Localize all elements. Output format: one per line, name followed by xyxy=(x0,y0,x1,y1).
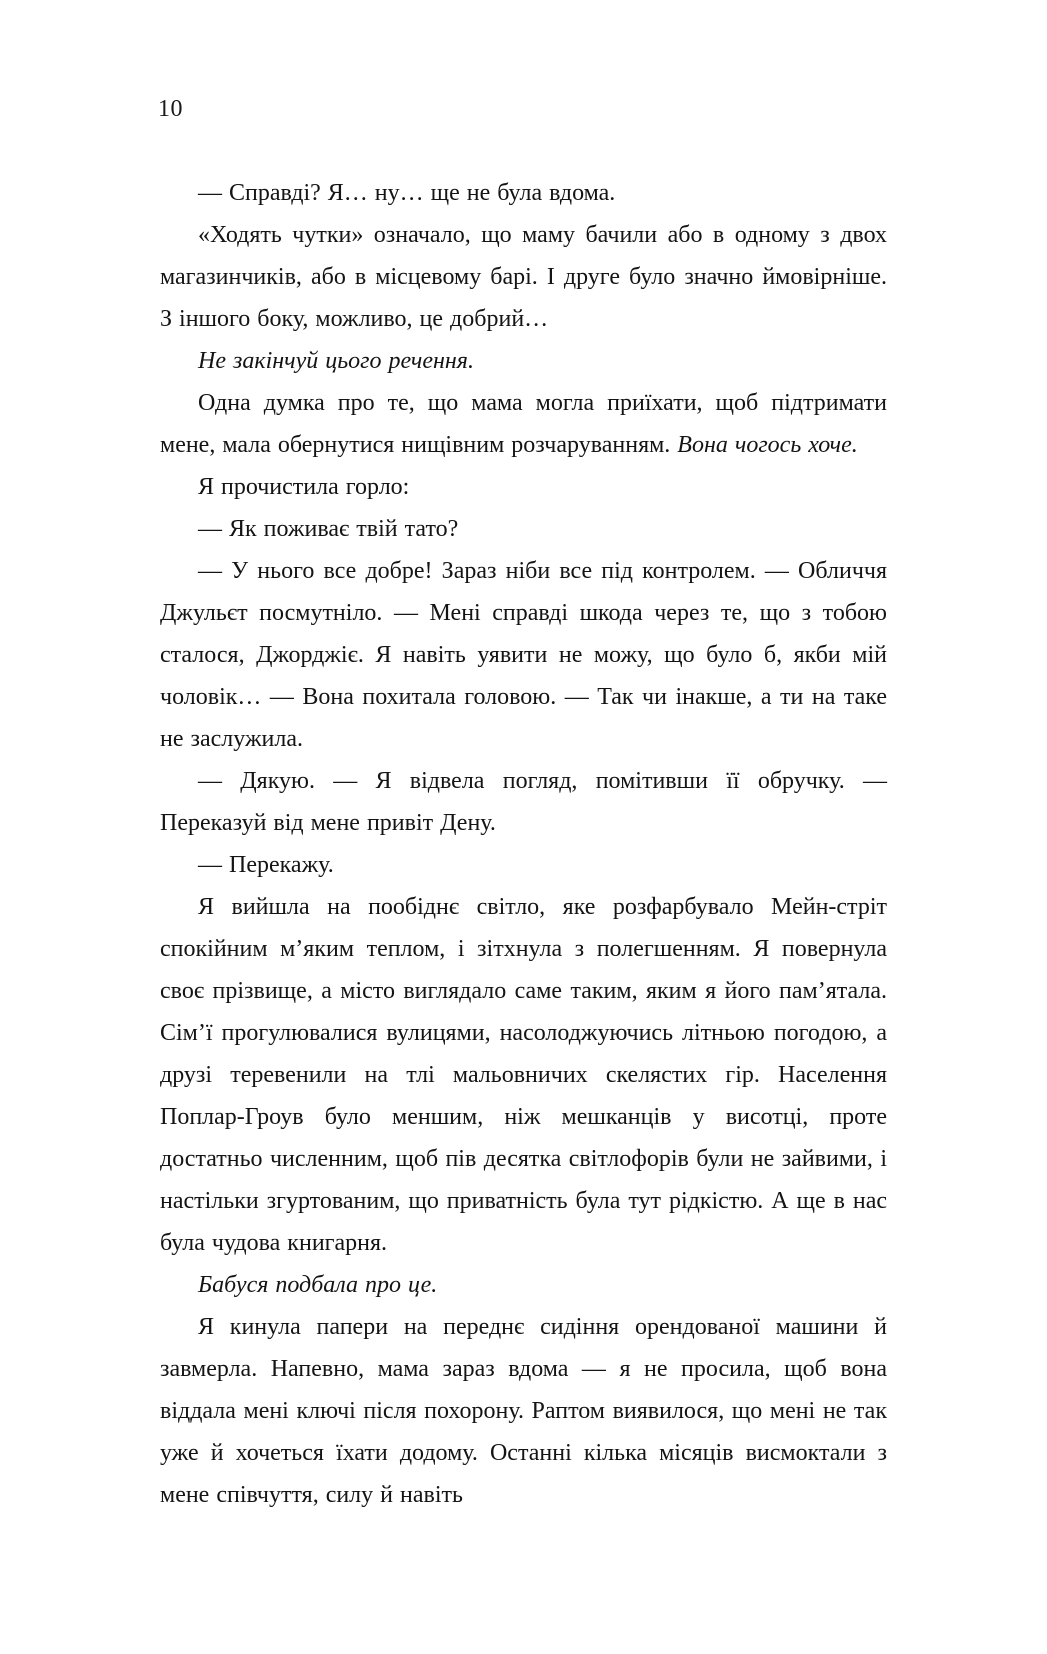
paragraph-text: Одна думка про те, що мама могла приїхати, щоб підтримати мене, мала обернутися нищівним розчаруванням. xyxy=(160,390,887,458)
paragraph-text: «Ходять чутки» означало, що маму бачили або в одному з двох магазинчиків, або в місцевому барі. І друге було значно ймовірніше. З іншого боку, можливо, це добрий… xyxy=(160,222,887,332)
paragraph-text: Я вийшла на пообіднє світло, яке розфарбувало Мейн-стріт спокійним м’яким теплом, і зітхнула з полегшенням. Я повернула своє прізвище, а місто виглядало саме таким, яким я його пам’ятала. Сім’ї прогулювалися вулицями, насолоджуючись літньою погодою, а друзі теревенили на тлі мальовничих скелястих гір. Населення Поплар-Гроув було меншим, ніж мешканців у висотці, проте достатньо численним, щоб пів десятка світлофорів були не зайвими, і настільки згуртованим, що приватність була тут рідкістю. А ще в нас була чудова книгарня. xyxy=(160,894,887,1256)
paragraph xyxy=(160,844,887,886)
paragraph xyxy=(160,214,887,340)
paragraph-text: — Як поживає твій тато? xyxy=(198,516,459,542)
paragraph-text: Я прочистила горло: xyxy=(198,474,410,500)
paragraph xyxy=(160,760,887,844)
paragraph-text: — Дякую. — Я відвела погляд, помітивши її обручку. — Переказуй від мене привіт Дену. xyxy=(160,768,887,836)
paragraph xyxy=(160,886,887,1264)
paragraph-text: — У нього все добре! Зараз ніби все під контролем. — Обличчя Джульєт посмутніло. — Мені справді шкода через те, що з тобою сталося, Джорджіє. Я навіть уявити не можу, що було б, якби мій чоловік… — Вона похитала головою. — Так чи інакше, а ти на таке не заслужила. xyxy=(160,558,887,752)
paragraph xyxy=(160,172,887,214)
paragraph-text-italic: Вона чогось хоче. xyxy=(677,432,858,458)
paragraph-text-italic: Бабуся подбала про це. xyxy=(198,1272,438,1298)
paragraph xyxy=(160,340,887,382)
paragraph xyxy=(160,1306,887,1516)
paragraph-text: Я кинула папери на переднє сидіння орендованої машини й завмерла. Напевно, мама зараз вдома — я не просила, щоб вона віддала мені ключі після похорону. Раптом виявилося, що мені не так уже й хочеться їхати додому. Останні кілька місяців висмоктали з мене співчуття, силу й навіть xyxy=(160,1314,887,1508)
paragraph-text: — Перекажу. xyxy=(198,852,334,878)
page-number: 10 xyxy=(158,96,183,122)
paragraph xyxy=(160,466,887,508)
paragraph-text: — Справді? Я… ну… ще не була вдома. xyxy=(198,180,616,206)
page-text xyxy=(160,172,887,1516)
paragraph xyxy=(160,1264,887,1306)
paragraph xyxy=(160,508,887,550)
paragraph xyxy=(160,382,887,466)
paragraph xyxy=(160,550,887,760)
paragraph-text-italic: Не закінчуй цього речення. xyxy=(198,348,474,374)
